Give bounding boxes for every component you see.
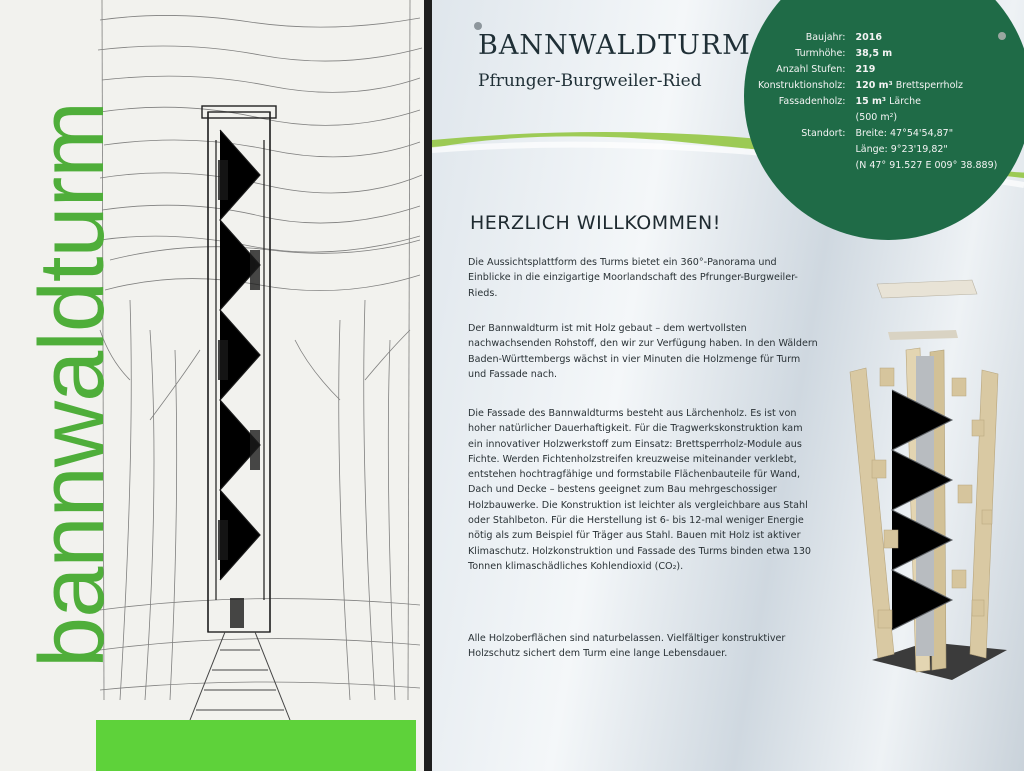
fact-value <box>856 62 998 78</box>
fact-label <box>758 110 856 126</box>
paragraph-panorama: Die Aussichtsplattform des Turms bietet ein 360°-Panorama und Einblicke in die einzigartige Moorlandschaft des Pfrunger-Burgweiler-Rieds. <box>468 257 798 299</box>
fact-label: Standort: <box>801 128 846 139</box>
panel-divider <box>424 0 432 771</box>
fact-value-extra: (N 47° 91.527 E 009° 38.889) <box>855 160 998 171</box>
fact-value-extra: Lärche <box>889 96 922 107</box>
fact-row <box>758 110 997 126</box>
fact-row <box>758 78 997 94</box>
fact-value <box>856 110 998 126</box>
paragraph-wood: Der Bannwaldturm ist mit Holz gebaut – dem wertvollsten nachwachsenden Rohstoff, den wir zur Verfügung haben. In den Wäldern Baden-Württembergs wächst in vier Minuten die Holzmenge für Turm und Fassade nach. <box>468 323 818 380</box>
paragraph-surfaces: Alle Holzoberflächen sind naturbelassen. Vielfältiger konstruktiver Holzschutz sichert dem Turm eine lange Lebensdauer. <box>468 633 786 660</box>
fact-value-extra: (500 m²) <box>855 112 898 123</box>
fact-value <box>856 94 998 110</box>
fact-value-strong: 219 <box>855 64 876 75</box>
fact-value-extra: Länge: 9°23'19,82" <box>855 144 948 155</box>
fact-value <box>856 126 998 142</box>
green-bar <box>96 720 416 771</box>
fact-row <box>758 30 997 46</box>
fact-value <box>856 78 998 94</box>
fact-row <box>758 126 997 142</box>
sign-title: BANNWALDTURM <box>478 30 751 61</box>
tower-model-illustration <box>832 270 1022 710</box>
fact-value-strong: 120 m³ <box>855 80 893 91</box>
screw-icon <box>474 22 482 30</box>
left-poster <box>0 0 424 771</box>
fact-label: Anzahl Stufen: <box>776 64 846 75</box>
fact-value <box>856 30 998 46</box>
sign-subtitle: Pfrunger-Burgweiler-Ried <box>478 71 702 91</box>
fact-value-extra: Breite: 47°54'54,87" <box>855 128 954 139</box>
fact-label: Fassadenholz: <box>778 96 846 107</box>
tower-sketch <box>90 0 424 720</box>
fact-label: Turmhöhe: <box>795 48 846 59</box>
fact-label: Baujahr: <box>805 32 846 43</box>
fact-row <box>758 94 997 110</box>
vertical-title: bannwaldturm <box>21 102 123 668</box>
fact-label: Konstruktionsholz: <box>758 80 846 91</box>
fact-label <box>758 142 856 158</box>
fact-value <box>856 158 998 174</box>
fact-row <box>758 62 997 78</box>
facts-table <box>758 30 997 174</box>
paragraph-facade: Die Fassade des Bannwaldturms besteht aus Lärchenholz. Es ist von hoher natürlicher Dauerhaftigkeit. Für die Tragwerkskonstruktion kam ein innovativer Holzwerkstoff zum Einsatz: Brettsperrholz-Module aus Fichte. Werden Fichtenholzstreifen kreuzweise miteinander verklebt, entstehen hochtragfähige und formstabile Flächenbauteile für Wand, Dach und Decke – bestens geeignet zum Bau mehrgeschossiger Holzbauwerke. Die Konstruktion ist leichter als vergleichbare aus Stahl oder Stahlbeton. Für die Herstellung ist 6- bis 12-mal weniger Energie nötig als zum Beispiel für Träger aus Stahl. Bauen mit Holz ist aktiver Klimaschutz. Holzkonstruktion und Fassade des Turms binden etwa 130 Tonnen klimaschädliches Kohlendioxid (CO₂). <box>468 408 812 572</box>
screw-icon <box>998 32 1006 40</box>
fact-value-extra: Brettsperrholz <box>895 80 964 91</box>
fact-value-strong: 2016 <box>855 32 882 43</box>
fact-label <box>758 158 856 174</box>
fact-value-strong: 15 m³ <box>855 96 887 107</box>
fact-row <box>758 158 997 174</box>
info-sign <box>432 0 1024 771</box>
fact-row <box>758 46 997 62</box>
fact-value-strong: 38,5 m <box>855 48 893 59</box>
welcome-heading: HERZLICH WILLKOMMEN! <box>470 212 721 234</box>
fact-row <box>758 142 997 158</box>
fact-value <box>856 142 998 158</box>
fact-value <box>856 46 998 62</box>
